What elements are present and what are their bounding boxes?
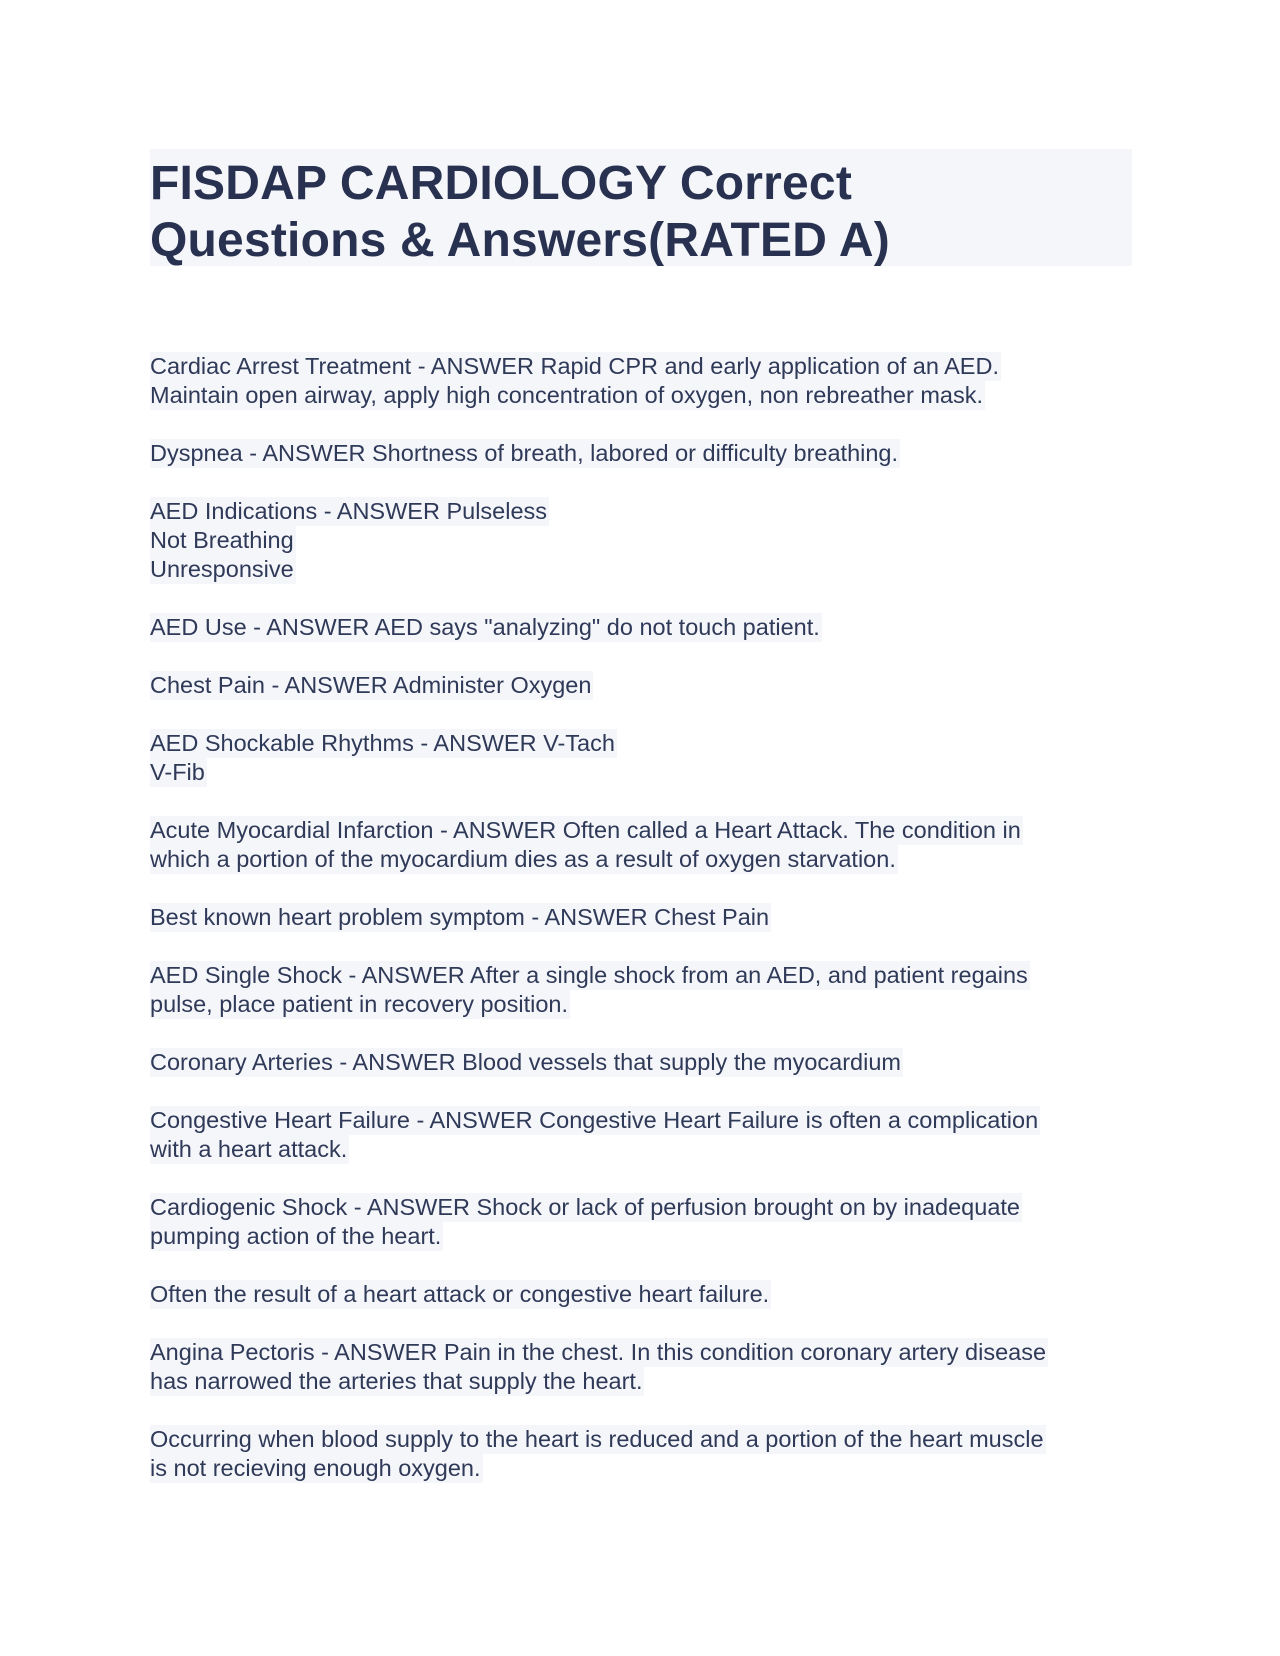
- qa-answer-line: is not recieving enough oxygen.: [150, 1455, 481, 1481]
- qa-item: [150, 1193, 1150, 1251]
- qa-answer-line: with a heart attack.: [150, 1136, 348, 1162]
- title-block: [150, 149, 1132, 266]
- qa-question-line: Often the result of a heart attack or congestive heart failure.: [150, 1281, 770, 1307]
- qa-answer-line: pulse, place patient in recovery position.: [150, 991, 569, 1017]
- qa-item: [150, 352, 1150, 410]
- qa-question-line: Cardiac Arrest Treatment - ANSWER Rapid CPR and early application of an AED.: [150, 353, 999, 379]
- qa-item: [150, 729, 1150, 787]
- qa-item: [150, 903, 1150, 932]
- qa-question-line: Occurring when blood supply to the heart is reduced and a portion of the heart muscle: [150, 1426, 1044, 1452]
- qa-item: [150, 497, 1150, 584]
- qa-item: [150, 1048, 1150, 1077]
- qa-question-line: Chest Pain - ANSWER Administer Oxygen: [150, 672, 592, 698]
- qa-question-line: AED Indications - ANSWER Pulseless: [150, 498, 548, 524]
- qa-item: [150, 1280, 1150, 1309]
- qa-question-line: Best known heart problem symptom - ANSWER Chest Pain: [150, 904, 770, 930]
- qa-item: [150, 1425, 1150, 1483]
- title-line-1: FISDAP CARDIOLOGY Correct: [150, 157, 853, 210]
- qa-answer-line: Unresponsive: [150, 556, 294, 582]
- qa-item: [150, 1106, 1150, 1164]
- qa-question-line: Coronary Arteries - ANSWER Blood vessels that supply the myocardium: [150, 1049, 901, 1075]
- qa-item: [150, 671, 1150, 700]
- qa-question-line: AED Single Shock - ANSWER After a single shock from an AED, and patient regains: [150, 962, 1028, 988]
- qa-question-line: Angina Pectoris - ANSWER Pain in the chest. In this condition coronary artery disease: [150, 1339, 1047, 1365]
- qa-answer-line: has narrowed the arteries that supply the heart.: [150, 1368, 643, 1394]
- qa-item: [150, 961, 1150, 1019]
- qa-answer-line: which a portion of the myocardium dies as a result of oxygen starvation.: [150, 846, 896, 872]
- qa-item: [150, 1338, 1150, 1396]
- qa-answer-line: Not Breathing: [150, 527, 294, 553]
- qa-question-line: AED Use - ANSWER AED says "analyzing" do not touch patient.: [150, 614, 820, 640]
- qa-answer-line: pumping action of the heart.: [150, 1223, 442, 1249]
- qa-question-line: Congestive Heart Failure - ANSWER Congestive Heart Failure is often a complication: [150, 1107, 1039, 1133]
- qa-item: [150, 613, 1150, 642]
- qa-question-line: AED Shockable Rhythms - ANSWER V-Tach: [150, 730, 615, 756]
- qa-item: [150, 439, 1150, 468]
- qa-answer-line: Maintain open airway, apply high concentration of oxygen, non rebreather mask.: [150, 382, 983, 408]
- qa-item: [150, 816, 1150, 874]
- qa-question-line: Dyspnea - ANSWER Shortness of breath, labored or difficulty breathing.: [150, 440, 899, 466]
- title-line-2: Questions & Answers(RATED A): [150, 214, 890, 267]
- document-title: [150, 149, 1132, 269]
- qa-question-line: Acute Myocardial Infarction - ANSWER Often called a Heart Attack. The condition in: [150, 817, 1021, 843]
- qa-answer-line: V-Fib: [150, 759, 205, 785]
- qa-question-line: Cardiogenic Shock - ANSWER Shock or lack of perfusion brought on by inadequate: [150, 1194, 1020, 1220]
- qa-list: [150, 352, 1150, 1512]
